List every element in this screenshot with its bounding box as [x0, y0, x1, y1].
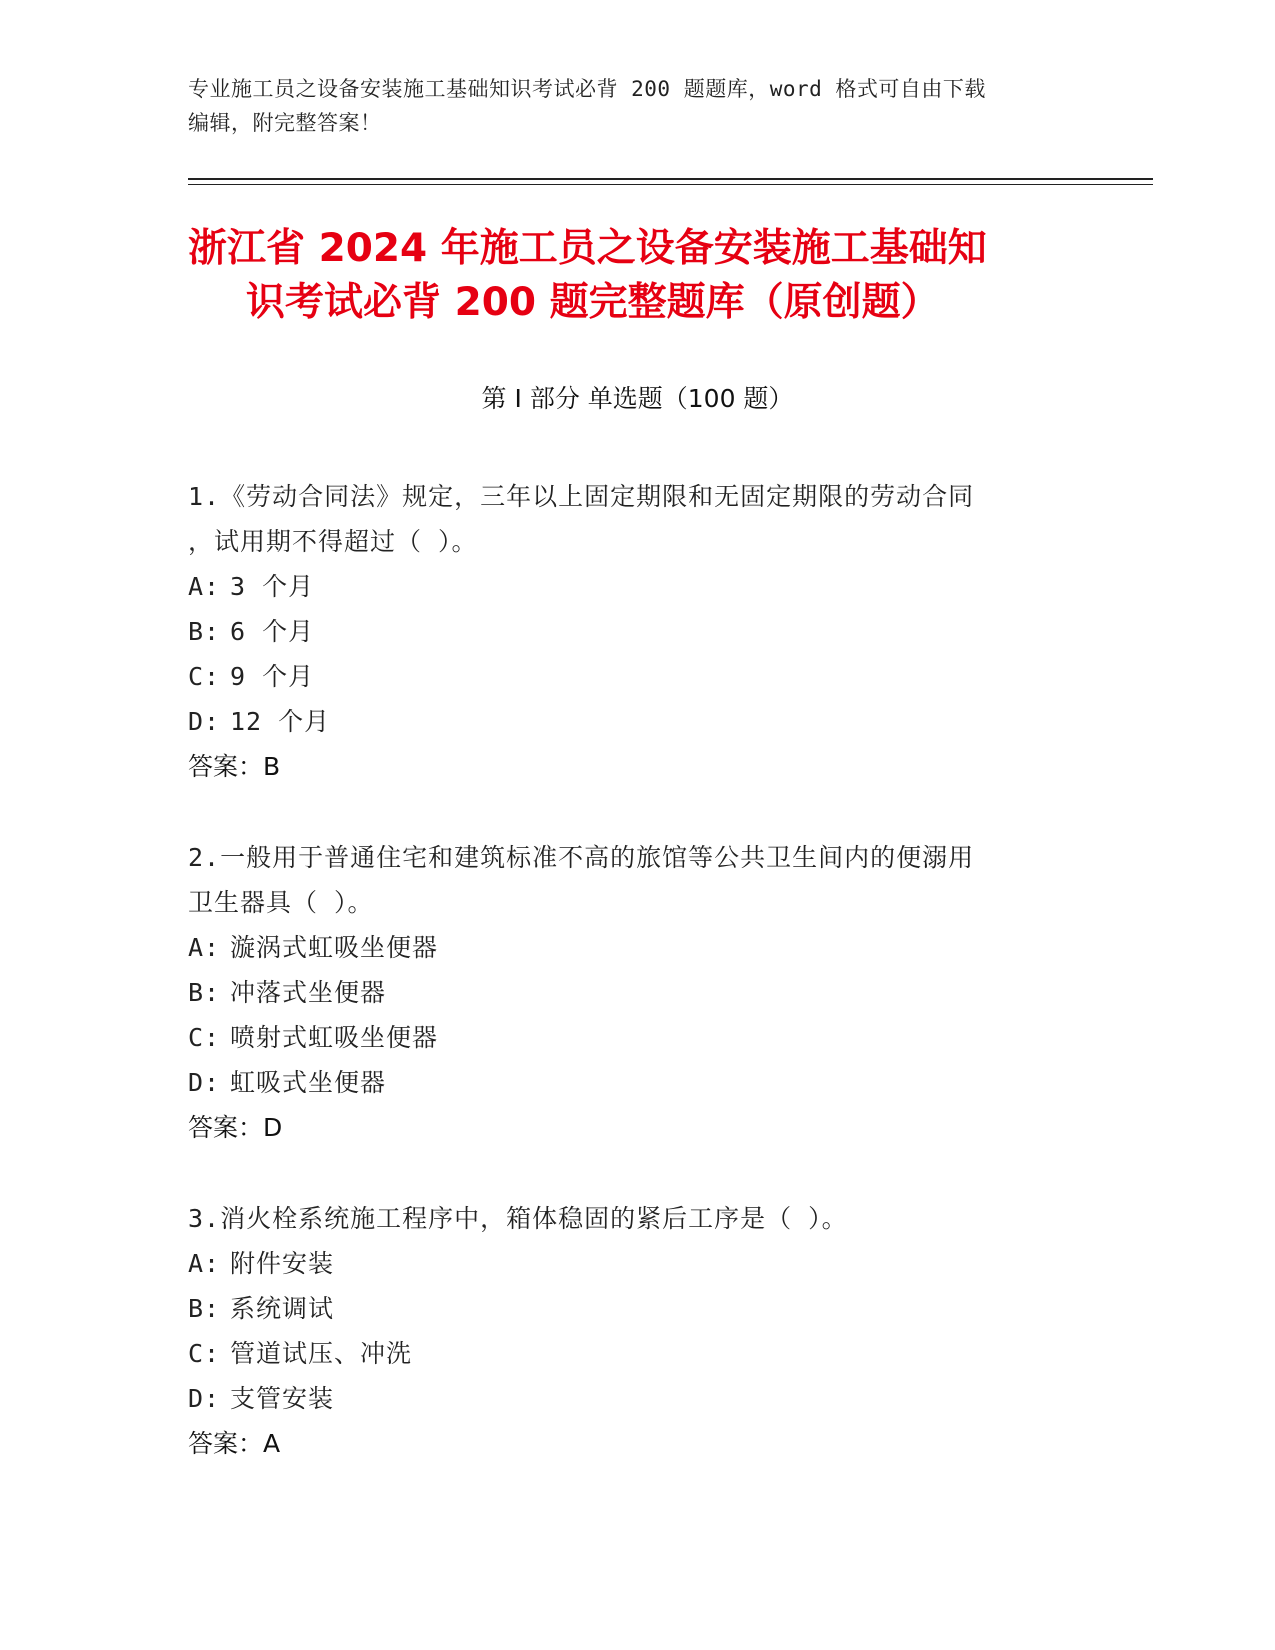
- question-stem: 卫生器具（ ）。: [188, 888, 374, 917]
- option-key: A:: [188, 1249, 221, 1278]
- option-text: 6 个月: [230, 617, 315, 646]
- option-c: [188, 654, 1088, 699]
- option-key: A:: [188, 572, 221, 601]
- option-text: 12 个月: [230, 707, 331, 736]
- option-key: D:: [188, 1068, 221, 1097]
- header-divider: [188, 184, 1153, 185]
- header-divider: [188, 178, 1153, 180]
- question-stem: 1.《劳动合同法》规定，三年以上固定期限和无固定期限的劳动合同: [188, 482, 975, 511]
- option-text: 附件安装: [230, 1249, 335, 1278]
- option-b: [188, 970, 1088, 1015]
- option-text: 系统调试: [230, 1294, 335, 1323]
- option-key: B:: [188, 617, 221, 646]
- question-item: [188, 474, 1088, 789]
- option-key: D:: [188, 1384, 221, 1413]
- option-text: 喷射式虹吸坐便器: [230, 1023, 439, 1052]
- option-d: [188, 1376, 1088, 1421]
- question-stem: 3.消火栓系统施工程序中，箱体稳固的紧后工序是（ ）。: [188, 1204, 848, 1233]
- option-key: C:: [188, 1023, 221, 1052]
- answer-line: 答案：B: [188, 752, 281, 781]
- option-key: C:: [188, 662, 221, 691]
- option-a: [188, 1241, 1088, 1286]
- title-line: 识考试必背 200 题完整题库（原创题）: [246, 280, 940, 325]
- option-text: 漩涡式虹吸坐便器: [230, 933, 439, 962]
- answer-line: 答案：A: [188, 1429, 281, 1458]
- title-line: 浙江省 2024 年施工员之设备安装施工基础知: [188, 226, 987, 271]
- option-key: C:: [188, 1339, 221, 1368]
- option-a: [188, 925, 1088, 970]
- option-key: D:: [188, 707, 221, 736]
- option-b: [188, 609, 1088, 654]
- question-stem: ，试用期不得超过（ ）。: [188, 527, 478, 556]
- option-text: 冲落式坐便器: [230, 978, 387, 1007]
- option-key: B:: [188, 978, 221, 1007]
- option-c: [188, 1331, 1088, 1376]
- document-title: [188, 222, 1088, 330]
- option-key: B:: [188, 1294, 221, 1323]
- question-list: [188, 474, 1088, 1512]
- option-d: [188, 1060, 1088, 1105]
- option-a: [188, 564, 1088, 609]
- option-text: 支管安装: [230, 1384, 335, 1413]
- question-item: [188, 1196, 1088, 1466]
- header-note-line: 编辑，附完整答案！: [188, 111, 382, 135]
- option-d: [188, 699, 1088, 744]
- option-c: [188, 1015, 1088, 1060]
- header-note: [188, 72, 1088, 140]
- option-text: 3 个月: [230, 572, 315, 601]
- option-text: 虹吸式坐便器: [230, 1068, 387, 1097]
- option-text: 管道试压、冲洗: [230, 1339, 413, 1368]
- option-text: 9 个月: [230, 662, 315, 691]
- question-stem: 2.一般用于普通住宅和建筑标准不高的旅馆等公共卫生间内的便溺用: [188, 843, 975, 872]
- answer-line: 答案：D: [188, 1113, 283, 1142]
- section-heading: 第 I 部分 单选题（100 题）: [481, 384, 794, 413]
- question-item: [188, 835, 1088, 1150]
- header-note-line: 专业施工员之设备安装施工基础知识考试必背 200 题题库，word 格式可自由下载: [188, 77, 986, 101]
- option-b: [188, 1286, 1088, 1331]
- option-key: A:: [188, 933, 221, 962]
